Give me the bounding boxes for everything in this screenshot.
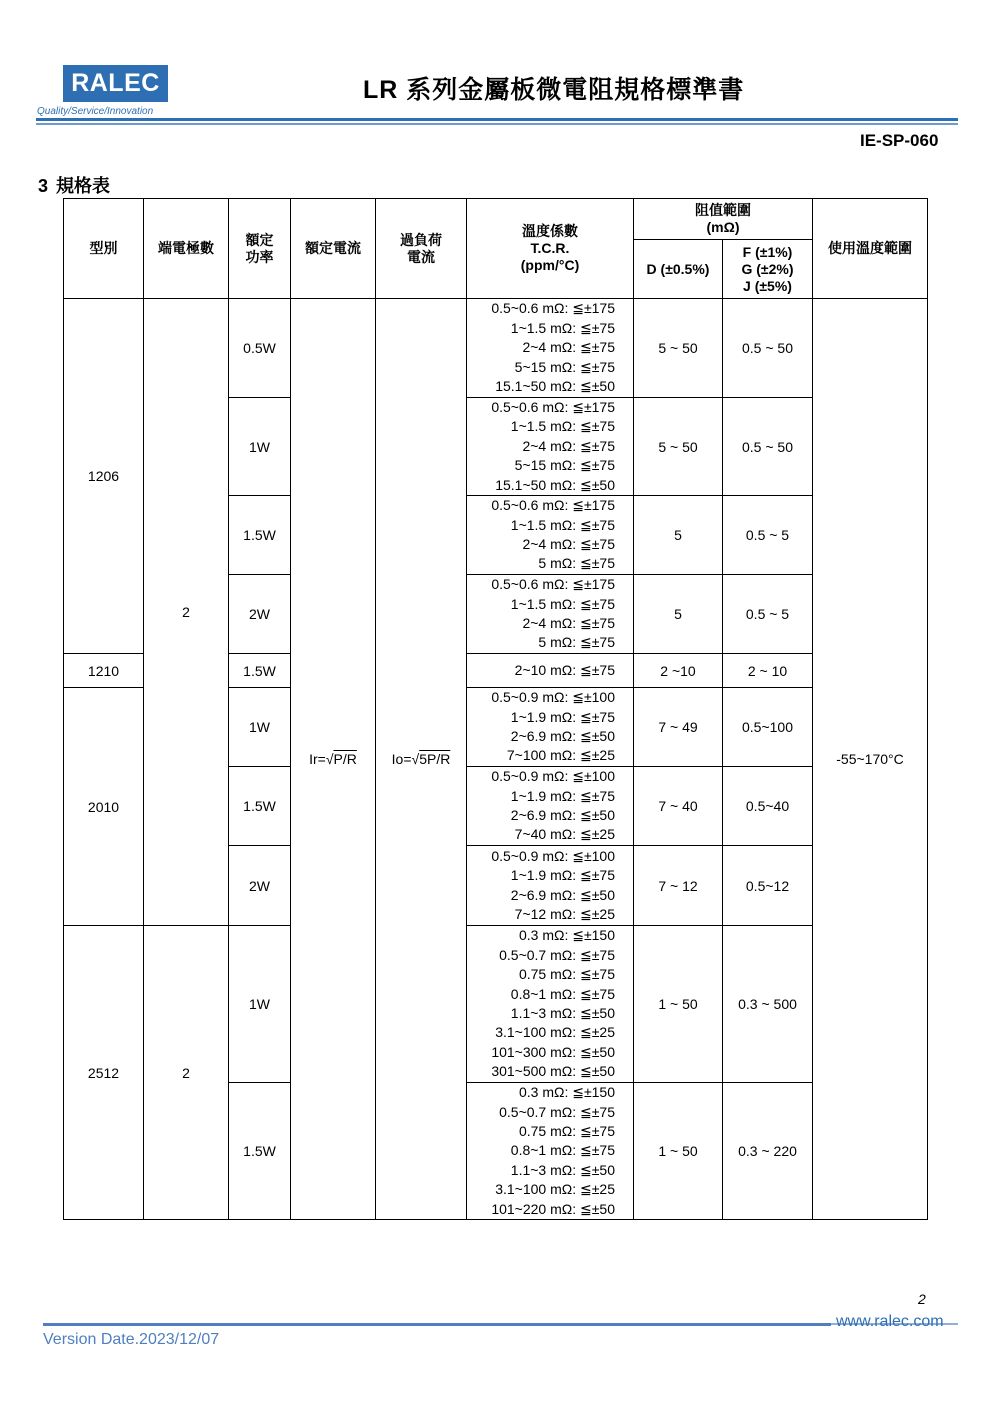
header-overload-current: 過負荷 電流 bbox=[376, 199, 467, 299]
power-cell: 2W bbox=[229, 846, 291, 926]
tcr-cell: 0.5~0.9 mΩ: ≦±100 1~1.9 mΩ: ≦±75 2~6.9 mΩ: ≦±50 7~40 mΩ: ≦±25 bbox=[467, 767, 634, 846]
tcr-cell: 0.5~0.6 mΩ: ≦±175 1~1.5 mΩ: ≦±75 2~4 mΩ: ≦±75 5~15 mΩ: ≦±75 15.1~50 mΩ: ≦±50 bbox=[467, 398, 634, 496]
website-link[interactable]: www.ralec.com bbox=[836, 1313, 944, 1330]
model-cell: 1210 bbox=[64, 654, 144, 688]
rated-current-cell: Ir=√P/R bbox=[291, 299, 376, 1220]
header-power: 額定 功率 bbox=[229, 199, 291, 299]
tcr-cell: 0.5~0.6 mΩ: ≦±175 1~1.5 mΩ: ≦±75 2~4 mΩ: ≦±75 5 mΩ: ≦±75 bbox=[467, 575, 634, 654]
power-cell: 2W bbox=[229, 575, 291, 654]
version-date: Version Date.2023/12/07 bbox=[43, 1331, 220, 1348]
tcr-cell: 0.3 mΩ: ≦±150 0.5~0.7 mΩ: ≦±75 0.75 mΩ: ≦±75 0.8~1 mΩ: ≦±75 1.1~3 mΩ: ≦±50 3.1~100 mΩ: ≦±25 101~220 mΩ: ≦±50 bbox=[467, 1083, 634, 1220]
range-d-cell: 7 ~ 49 bbox=[634, 688, 723, 767]
tcr-cell: 0.5~0.9 mΩ: ≦±100 1~1.9 mΩ: ≦±75 2~6.9 mΩ: ≦±50 7~100 mΩ: ≦±25 bbox=[467, 688, 634, 767]
header-electrodes: 端電極數 bbox=[144, 199, 229, 299]
section-title: 規格表 bbox=[56, 176, 111, 196]
temp-range-cell: -55~170°C bbox=[813, 299, 928, 1220]
model-cell: 2010 bbox=[64, 688, 144, 926]
page-number: 2 bbox=[918, 1291, 926, 1307]
range-fgj-cell: 0.3 ~ 220 bbox=[723, 1083, 813, 1220]
header-range-fgj: F (±1%) G (±2%) J (±5%) bbox=[723, 240, 813, 299]
range-d-cell: 1 ~ 50 bbox=[634, 926, 723, 1083]
section-heading bbox=[38, 172, 110, 198]
logo-tagline: Quality/Service/Innovation bbox=[37, 106, 154, 117]
tcr-cell: 0.5~0.9 mΩ: ≦±100 1~1.9 mΩ: ≦±75 2~6.9 mΩ: ≦±50 7~12 mΩ: ≦±25 bbox=[467, 846, 634, 926]
range-fgj-cell: 0.5 ~ 50 bbox=[723, 299, 813, 398]
header-tcr: 溫度係數 T.C.R. (ppm/°C) bbox=[467, 199, 634, 299]
range-fgj-cell: 0.3 ~ 500 bbox=[723, 926, 813, 1083]
range-fgj-cell: 0.5~12 bbox=[723, 846, 813, 926]
range-d-cell: 7 ~ 12 bbox=[634, 846, 723, 926]
spec-table bbox=[63, 198, 928, 1220]
range-d-cell: 1 ~ 50 bbox=[634, 1083, 723, 1220]
power-cell: 1W bbox=[229, 398, 291, 496]
power-cell: 1.5W bbox=[229, 654, 291, 688]
electrodes-cell: 2 bbox=[144, 926, 229, 1220]
range-fgj-cell: 0.5 ~ 50 bbox=[723, 398, 813, 496]
range-fgj-cell: 0.5 ~ 5 bbox=[723, 496, 813, 575]
range-fgj-cell: 0.5~100 bbox=[723, 688, 813, 767]
tcr-cell: 2~10 mΩ: ≦±75 bbox=[467, 654, 634, 688]
power-cell: 1W bbox=[229, 688, 291, 767]
range-d-cell: 2 ~10 bbox=[634, 654, 723, 688]
power-cell: 0.5W bbox=[229, 299, 291, 398]
tcr-cell: 0.5~0.6 mΩ: ≦±175 1~1.5 mΩ: ≦±75 2~4 mΩ: ≦±75 5 mΩ: ≦±75 bbox=[467, 496, 634, 575]
header-rule bbox=[36, 118, 958, 121]
header-range-d: D (±0.5%) bbox=[634, 240, 723, 299]
power-cell: 1W bbox=[229, 926, 291, 1083]
header-model: 型別 bbox=[64, 199, 144, 299]
power-cell: 1.5W bbox=[229, 1083, 291, 1220]
range-fgj-cell: 2 ~ 10 bbox=[723, 654, 813, 688]
electrodes-cell: 2 bbox=[144, 299, 229, 926]
range-fgj-cell: 0.5~40 bbox=[723, 767, 813, 846]
table-row bbox=[64, 926, 928, 1083]
overload-current-cell: Io=√5P/R bbox=[376, 299, 467, 1220]
header-resistance-range: 阻值範圍 (mΩ) bbox=[634, 199, 813, 240]
range-d-cell: 7 ~ 40 bbox=[634, 767, 723, 846]
range-d-cell: 5 bbox=[634, 575, 723, 654]
table-row bbox=[64, 299, 928, 398]
document-code: IE-SP-060 bbox=[860, 131, 939, 150]
range-d-cell: 5 ~ 50 bbox=[634, 398, 723, 496]
power-cell: 1.5W bbox=[229, 496, 291, 575]
header-rated-current: 額定電流 bbox=[291, 199, 376, 299]
tcr-cell: 0.3 mΩ: ≦±150 0.5~0.7 mΩ: ≦±75 0.75 mΩ: ≦±75 0.8~1 mΩ: ≦±75 1.1~3 mΩ: ≦±50 3.1~100 mΩ: ≦±25 101~300 mΩ: ≦±50 301~500 mΩ: ≦±50 bbox=[467, 926, 634, 1083]
model-cell: 1206 bbox=[64, 299, 144, 654]
logo-text: RALEC bbox=[71, 69, 160, 97]
range-d-cell: 5 ~ 50 bbox=[634, 299, 723, 398]
section-number: 3 bbox=[38, 176, 49, 196]
company-logo bbox=[63, 65, 168, 102]
document-title: LR 系列金屬板微電阻規格標準書 bbox=[363, 76, 745, 104]
model-cell: 2512 bbox=[64, 926, 144, 1220]
power-cell: 1.5W bbox=[229, 767, 291, 846]
header-temp-range: 使用溫度範圍 bbox=[813, 199, 928, 299]
range-d-cell: 5 bbox=[634, 496, 723, 575]
header-rule-secondary bbox=[36, 123, 958, 125]
range-fgj-cell: 0.5 ~ 5 bbox=[723, 575, 813, 654]
footer-rule bbox=[43, 1323, 831, 1326]
tcr-cell: 0.5~0.6 mΩ: ≦±175 1~1.5 mΩ: ≦±75 2~4 mΩ: ≦±75 5~15 mΩ: ≦±75 15.1~50 mΩ: ≦±50 bbox=[467, 299, 634, 398]
